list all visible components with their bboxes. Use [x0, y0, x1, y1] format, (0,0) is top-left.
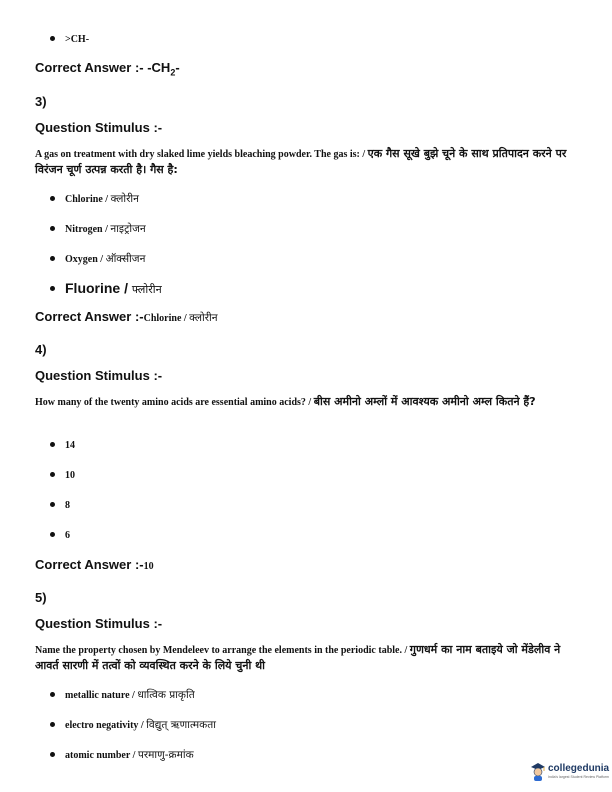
option-item: Nitrogen / नाइट्रोजन: [50, 222, 146, 236]
option-item: Fluorine / फ्लोरीन: [50, 280, 162, 297]
bullet-icon: [50, 226, 55, 231]
correct-answer: Correct Answer :-10: [35, 557, 154, 572]
bullet-icon: [50, 36, 55, 41]
question-number: 3): [35, 94, 47, 109]
question-text: How many of the twenty amino acids are essential amino acids? / बीस अमीनो अम्लों में आवश्यक अमीनो अम्ल कितने हैं?: [35, 395, 536, 408]
bullet-icon: [50, 256, 55, 261]
bullet-icon: [50, 752, 55, 757]
question-text: A gas on treatment with dry slaked lime yields bleaching powder. The gas is: / एक गैस सूखे बुझे चूने के साथ प्रतिपादन करने पर विरंजन चूर्ण उत्पन्न करती है। गैस है:: [35, 147, 567, 176]
logo-name: collegedunia: [548, 763, 610, 774]
question-number: 4): [35, 342, 47, 357]
collegedunia-logo: [530, 762, 610, 784]
correct-answer-prev: Correct Answer :- $-CH_2-$: [35, 60, 180, 78]
question-text: Name the property chosen by Mendeleev to arrange the elements in the periodic table. / गुणधर्म का नाम बताइये जो मेंडेलीव ने आवर्त सारणी में तत्वों को व्यवस्थित करने के लिये चुनी थी: [35, 643, 561, 672]
question-stimulus-label: Question Stimulus :-: [35, 120, 163, 135]
question-number: 5): [35, 590, 47, 605]
student-mascot-icon: [530, 762, 546, 782]
option-item: Chlorine / क्लोरीन: [50, 192, 139, 206]
option-item: atomic number / परमाणु-क्रमांक: [50, 748, 194, 762]
option-item: >CH-: [50, 34, 89, 45]
option-item: 6: [50, 530, 70, 541]
bullet-icon: [50, 286, 55, 291]
question-stimulus-label: Question Stimulus :-: [35, 368, 163, 383]
bullet-icon: [50, 532, 55, 537]
correct-answer: Correct Answer :-Chlorine / क्लोरीन: [35, 309, 218, 324]
bullet-icon: [50, 692, 55, 697]
bullet-icon: [50, 472, 55, 477]
bullet-icon: [50, 442, 55, 447]
option-item: 10: [50, 470, 75, 481]
bullet-icon: [50, 196, 55, 201]
option-item: 8: [50, 500, 70, 511]
option-item: 14: [50, 440, 75, 451]
option-item: Oxygen / ऑक्सीजन: [50, 252, 145, 266]
option-item: electro negativity / विद्युत् ऋणात्मकता: [50, 718, 216, 732]
bullet-icon: [50, 502, 55, 507]
option-item: metallic nature / धात्विक प्राकृति: [50, 688, 195, 702]
logo-tagline: India's largest Student Review Platform: [548, 775, 609, 779]
question-stimulus-label: Question Stimulus :-: [35, 616, 163, 631]
bullet-icon: [50, 722, 55, 727]
